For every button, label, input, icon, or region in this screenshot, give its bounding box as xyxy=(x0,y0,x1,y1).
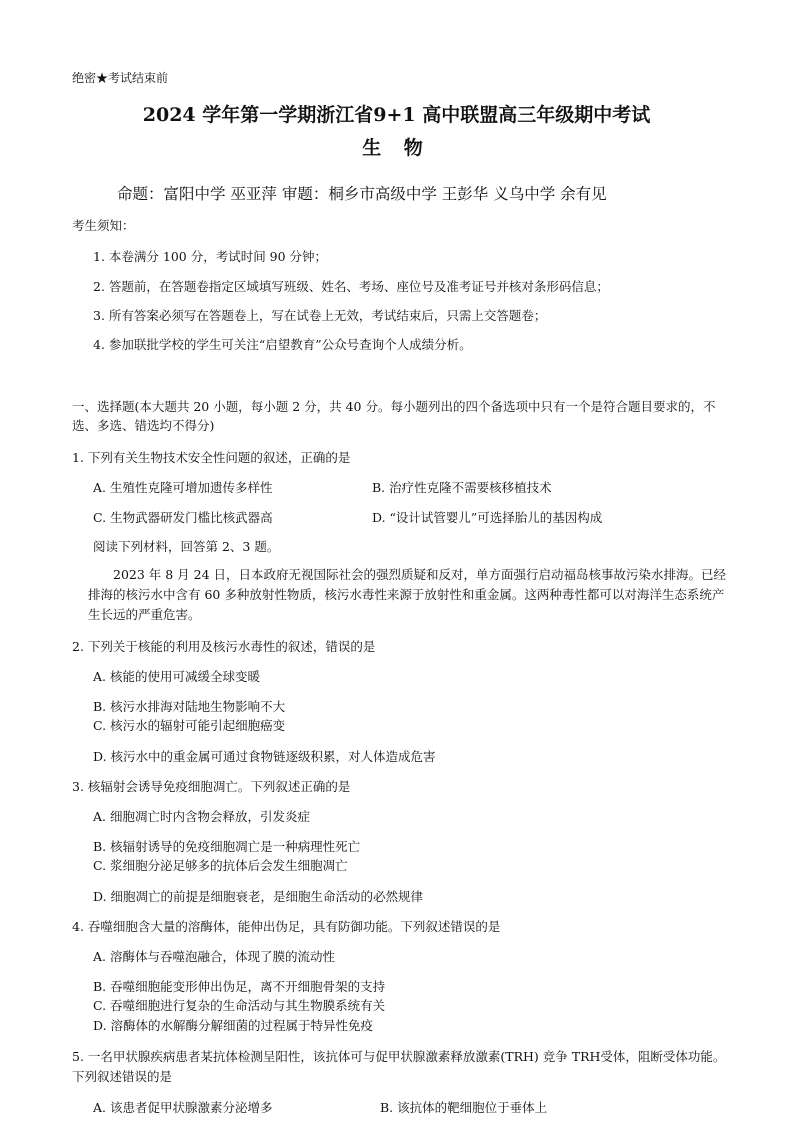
question-4-option-a: A. 溶酶体与吞噬泡融合，体现了膜的流动性 xyxy=(93,949,335,964)
question-1-option-b: B. 治疗性克隆不需要核移植技术 xyxy=(372,480,552,495)
question-4-option-d: D. 溶酶体的水解酶分解细菌的过程属于特异性免疫 xyxy=(93,1018,374,1033)
reading-lead: 阅读下列材料，回答第 2、3 题。 xyxy=(93,539,280,554)
question-4-option-c: C. 吞噬细胞进行复杂的生命活动与其生物膜系统有关 xyxy=(93,998,386,1013)
question-2-option-a: A. 核能的使用可减缓全球变暖 xyxy=(93,669,260,684)
question-5-option-a: A. 该患者促甲状腺激素分泌增多 xyxy=(93,1100,273,1115)
notice-item: 1. 本卷满分 100 分，考试时间 90 分钟； xyxy=(93,249,328,264)
section-heading: 一、选择题(本大题共 20 小题，每小题 2 分，共 40 分。每小题列出的四个备选项中只有一个是符合题目要求的，不选、多选、错选均不得分) xyxy=(72,399,716,433)
question-3-option-a: A. 细胞凋亡时内含物会释放，引发炎症 xyxy=(93,809,310,824)
question-3-option-b: B. 核辐射诱导的免疫细胞凋亡是一种病理性死亡 xyxy=(93,839,361,854)
notice-item: 2. 答题前，在答题卷指定区域填写班级、姓名、考场、座位号及准考证号并核对条形码信息； xyxy=(93,279,609,294)
reading-passage: 2023 年 8 月 24 日，日本政府无视国际社会的强烈质疑和反对，单方面强行启动福岛核事故污染水排海。已经排海的核污水中含有 60 多种放射性物质，核污水毒性来源于放射性和重金属。这两种毒性都可以对海洋生态系统产生长远的严重危害。 xyxy=(88,567,727,622)
question-3-option-c: C. 浆细胞分泌足够多的抗体后会发生细胞凋亡 xyxy=(93,858,348,873)
question-5-stem: 5. 一名甲状腺疾病患者某抗体检测呈阳性，该抗体可与促甲状腺激素释放激素(TRH) 竞争 TRH受体，阻断受体功能。下列叙述错误的是 xyxy=(72,1049,726,1084)
question-1-stem: 1. 下列有关生物技术安全性问题的叙述，正确的是 xyxy=(72,450,351,465)
question-3-option-d: D. 细胞凋亡的前提是细胞衰老，是细胞生命活动的必然规律 xyxy=(93,889,424,904)
question-4-option-b: B. 吞噬细胞能变形伸出伪足，离不开细胞骨架的支持 xyxy=(93,979,386,994)
subject-title: 生 物 xyxy=(362,137,431,159)
secret-mark: 绝密★考试结束前 xyxy=(72,71,169,85)
question-1-option-a: A. 生殖性克隆可增加遗传多样性 xyxy=(93,480,273,495)
question-2-stem: 2. 下列关于核能的利用及核污水毒性的叙述，错误的是 xyxy=(72,639,376,654)
question-1-option-c: C. 生物武器研发门槛比核武器高 xyxy=(93,510,273,525)
question-3-stem: 3. 核辐射会诱导免疫细胞凋亡。下列叙述正确的是 xyxy=(72,779,351,794)
notice-item: 3. 所有答案必须写在答题卷上，写在试卷上无效，考试结束后，只需上交答题卷； xyxy=(93,308,547,323)
notice-title: 考生须知： xyxy=(72,218,135,233)
question-4-stem: 4. 吞噬细胞含大量的溶酶体，能伸出伪足，具有防御功能。下列叙述错误的是 xyxy=(72,919,501,934)
authors-line: 命题：富阳中学 巫亚萍 审题：桐乡市高级中学 王彭华 义乌中学 余有见 xyxy=(117,185,607,203)
notice-item: 4. 参加联批学校的学生可关注“启望教育”公众号查询个人成绩分析。 xyxy=(93,337,472,352)
question-5-option-b: B. 该抗体的靶细胞位于垂体上 xyxy=(380,1100,548,1115)
question-2-option-d: D. 核污水中的重金属可通过食物链逐级积累，对人体造成危害 xyxy=(93,749,436,764)
question-1-option-d: D. “设计试管婴儿”可选择胎儿的基因构成 xyxy=(372,510,603,525)
exam-title: 2024 学年第一学期浙江省9+1 高中联盟高三年级期中考试 xyxy=(142,104,651,126)
question-2-option-b: B. 核污水排海对陆地生物影响不大 xyxy=(93,699,286,714)
question-2-option-c: C. 核污水的辐射可能引起细胞癌变 xyxy=(93,718,286,733)
